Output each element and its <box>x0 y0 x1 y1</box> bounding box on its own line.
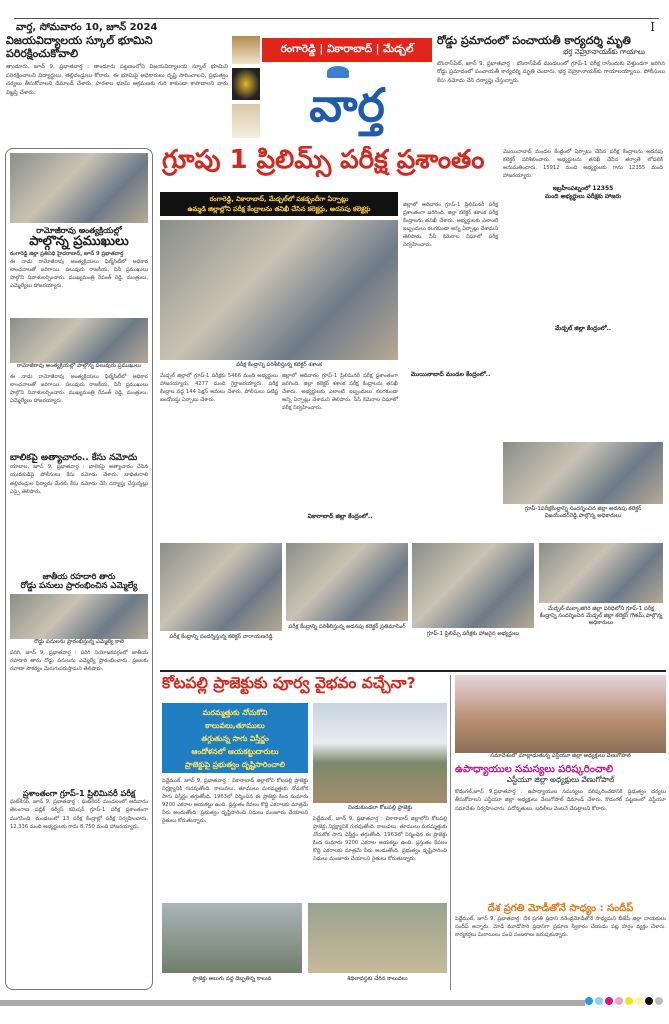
byline: రంగారెడ్డి జిల్లా ప్రతినిధి హైదరాబాద్, జూన్ 9 ప్రభాతవార్త <box>10 251 124 258</box>
photo-caption: సమావేశంలో మాట్లాడుతున్న ఎస్టీయూ జిల్లా అధ్యక్షులు వేణుగోపాల్ <box>490 753 631 759</box>
headline: రోడ్డు ప్రమాదంలో పంచాయతీ కార్యదర్శి మృతి <box>437 35 631 47</box>
article-body-cont: ఈ నాడు రామోజీరావు అంత్యక్రియలు ఫిల్మ్‌సిటీలో అధికార లాంఛనాలతో జరిగాయి. పలువురు రాజకీయ, సినీ ప్రముఖులు పాల్గొని నివాళులర్పించారు. ముఖ్యమంత్రి రేవంత్ రెడ్డి, మంత్రులు, ఎమ్మెల్యేలు హాజరయ్యారు. <box>10 374 148 405</box>
subheadline: భర్త నెహ్రూనాయక్‌కు గాయాలు <box>563 47 645 56</box>
light-cyan-dot <box>595 997 603 1005</box>
headline: విజయవిద్యాలయ స్కూల్ భూమిని పరిరక్షించుకోవాలి <box>6 35 153 60</box>
photo-caption: రామోజీరావు అంత్యక్రియల్లో పాల్గొన్న పలువురు ప్రముఖులు <box>16 363 142 370</box>
funeral-photo <box>10 153 148 223</box>
photo-caption: నిండుకుండలా కోటపల్లి ప్రాజెక్టు <box>347 805 413 811</box>
headline: పాల్గొన్న ప్రముఖులు <box>29 234 129 250</box>
highlight-line: తగ్గుతున్న సాగు విస్తీర్ణం <box>201 734 269 743</box>
article-body-col2: జిల్లాలో ఆదివారం గ్రూప్-1 ప్రిలిమినరీ పరీక్ష ప్రశాంతంగా జరిగింది. జిల్లా కలెక్టర్ శశాంక పరీక్ష కేంద్రాలను తనిఖీ చేశారు. అభ్యర్థులకు ఎలాంటి ఇబ్బందులు కలగకుండా అన్ని ఏర్పాట్లు చేశామని తెలిపారు. సీసీ కెమెరాల నిఘాలో పరీక్ష నిర్వహించారు. <box>282 373 398 412</box>
headline: ఉపాధ్యాయుల సమస్యలు పరిష్కరించాలి <box>455 763 614 775</box>
kicker: జాతీయ రహదారి తారు <box>42 572 116 582</box>
headline: ప్రశాంతంగా గ్రూప్-1 ప్రిలిమినరీ పరీక్ష <box>22 789 136 799</box>
photo-caption: గ్రూప్-1 ప్రిలిమ్స్ పరీక్షకు హాజరైన అభ్యర్థులు <box>426 631 520 637</box>
right-bottom-stories <box>455 675 666 990</box>
article-body: యాలాల, జూన్ 9, ప్రభాతవార్త : బాలికపై అత్యాచారం చేసిన యువకుడిపై పోలీసులు కేసు నమోదు చేశారు. బాధితురాలి తల్లిదండ్రుల ఫిర్యాదు మేరకు కేసు నమోదు చేసి దర్యాప్తు చేస్తున్నట్లు ఎస్సై తెలిపారు. <box>10 464 148 495</box>
black-dot <box>645 997 653 1005</box>
article-body-col3: జిల్లాలో ఆదివారం గ్రూప్-1 ప్రిలిమినరీ పరీక్ష ప్రశాంతంగా జరిగింది. జిల్లా కలెక్టర్ శశాంక పరీక్ష కేంద్రాలను తనిఖీ చేశారు. అభ్యర్థులకు ఎలాంటి ఇబ్బందులు కలగకుండా అన్ని ఏర్పాట్లు చేశామని తెలిపారు. సీసీ కెమెరాల నిఘాలో పరీక్ష నిర్వహించారు. <box>403 202 498 249</box>
candidates-queue-photo <box>412 543 534 628</box>
section-subhead: వికారాబాద్ జిల్లా కేంద్రంలో.. <box>307 513 373 520</box>
article-body: పరిగి, జూన్ 9, ప్రభాతవార్త : పరిగి నియోజకవర్గంలో జాతీయ రహదారి తారు రోడ్డు పనులను ఎమ్మెల్యే ప్రారంభించారు. ప్రజలకు రవాణా సౌకర్యం మెరుగుపరుస్తామని తెలిపారు. <box>10 650 148 673</box>
monument-photo <box>232 104 260 138</box>
gold-idol-photo <box>232 68 260 100</box>
damaged-canal-photo <box>308 903 447 973</box>
meeting-photo <box>455 675 666 753</box>
highlights-box <box>162 703 308 773</box>
photo-caption: మేడ్చల్-మల్కాజిగిరి జిల్లా పరిధిలోని గ్రూప్-1 పరీక్ష కేంద్రాన్ని సందర్శించిన మేడ్చల్ జిల్లా కలెక్టర్ గౌతమ్,పాల్గొన్న అధికారులు <box>539 606 663 626</box>
article-body: బొంరాస్‌పేట్, జూన్ 9, ప్రభాతవార్త : బొంరాస్‌పేట్ మండలంలో గ్రూప్-1 పరీక్ష రాసేందుకు వెళ్తుండగా జరిగిన రోడ్డు ప్రమాదంలో పంచాయతీ కార్యదర్శి మృతి చెందారు. భర్త నెహ్రూనాయక్‌కు గాయాలయ్యాయి. పోలీసులు కేసు నమోదు చేసి దర్యాప్తు చేస్తున్నారు. <box>437 60 665 84</box>
article-body: పెద్దేముల్, జూన్ 9, ప్రభాతవార్త: దేశ ప్రగతి ప్రధాని నరేంద్రమోడీతోనే సాధ్యమని బీజేపీ జిల్లా నాయకులు సందీప్ అన్నారు. మోడీ మూడోసారి ప్రధానిగా ప్రమాణ స్వీకారం చేయడం పట్ల హర్షం వ్యక్తం చేశారు. కార్యకర్తలు మిఠాయిలు పంచి సంబరాలు జరుపుకున్నారు. <box>455 915 666 938</box>
magenta-dot <box>605 997 613 1005</box>
section-subhead: మొయినాబాద్ మండల కేంద్రంలో.. <box>410 371 491 378</box>
headline: దేశ ప్రగతి మోడీతోనే సాధ్యం : సందీప్ <box>487 903 634 915</box>
section-subhead: మంది అభ్యర్థులు పరీక్షకు హాజరు <box>544 193 622 200</box>
section-divider <box>160 670 666 672</box>
kotapalli-story <box>158 675 451 990</box>
crowd-photo <box>10 318 148 363</box>
top-right-story <box>437 35 665 138</box>
masthead <box>232 36 432 138</box>
edition-date: వార్త, సోమవారం 10, జూన్ 2024 <box>16 22 158 33</box>
article-body: తాండూరు, జూన్ 9, ప్రభాతవార్త : తాండూరు పట్టణంలోని విజయవిద్యాలయ స్కూల్ భూమిని పరిరక్షించాలని విద్యార్థులు, తల్లిదండ్రులు కోరారు. ఈ భూమిపై అధికారులు దృష్టి సారించాలని, ప్రభుత్వం చర్యలు తీసుకోవాలని డిమాండ్ చేశారు. పాఠశాల భూమి ఆక్రమణకు గురి కాకుండా కాపాడాలని వారు విజ్ఞప్తి చేశారు. <box>6 64 228 96</box>
photo-caption: పరీక్ష కేంద్రాన్ని పరిశీలిస్తున్న అదనపు కలెక్టర్ ప్రతిమాసింగ్ <box>288 624 406 630</box>
exam-hall-photo <box>160 543 282 631</box>
article-body: పెద్దేముల్, జూన్ 9, ప్రభాతవార్త : వికారాబాద్ జిల్లాలోని కోటపల్లి ప్రాజెక్టు నిర్లక్ష్యానికి గురవుతోంది. కాలువలు, తూములు మరమ్మత్తుకు నోచుకోక సాగు విస్తీర్ణం తగ్గుతోంది. 1963లో నిర్మించిన ఈ ప్రాజెక్టు కింద సుమారు 9200 ఎకరాల ఆయకట్టు ఉంది. ప్రస్తుతం కేవలం కొద్ది ఎకరాలకు మాత్రమే నీరు అందుతోంది. ప్రభుత్వం దృష్టిసారించి నిధులు మంజూరు చేయాలని రైతులు కోరుతున్నారు. <box>162 778 308 825</box>
temple-photo <box>232 36 260 64</box>
medchal-collector-photo <box>539 543 663 603</box>
highlight-line: ఆందోళనలో ఆయకట్టుదారులు <box>191 747 279 756</box>
article-body: కొడంగల్,జూన్ 9,ప్రభాతవార్త : ఉపాధ్యాయుల సమస్యలు పరిష్కరించడానికి ప్రభుత్వం చర్యలు తీసుకోవాలని ఎస్టీయూ జిల్లా అధ్యక్షులు వేణుగోపాల్ డిమాండ్ చేశారు. కొడంగల్ పట్టణంలో ఎస్టీయూ సమావేశం నిర్వహించారు. పదోన్నతులు, బదిలీలు వెంటనే చేపట్టాలని కోరారు. <box>455 789 666 812</box>
newspaper-logo: వార్త <box>309 78 385 132</box>
highlight-line: కాలువలు,తూములు <box>205 721 265 730</box>
article-body-col4: మొయినాబాద్ మండల కేంద్రంలో ఏర్పాటు చేసిన పరీక్ష కేంద్రాలను అదనపు కలెక్టర్ పరిశీలించారు. అభ్యర్థులను తనిఖీ చేసిన తర్వాతే లోపలికి అనుమతించారు. 15912 మంది అభ్యర్థులకు గాను 12355 మంది హాజరయ్యారు. <box>503 149 663 180</box>
main-story <box>158 146 666 666</box>
article-body-col1: మేడ్చల్ జిల్లాలో గ్రూప్-1 పరీక్షకు 5466 మంది అభ్యర్థులు హాజరయ్యారు. 4277 మంది గైర్హాజరయ్యారు. పరీక్ష కేంద్రాల వద్ద 144 సెక్షన్ అమలు చేశారు. పోలీసులు పటిష్ట బందోబస్తు ఏర్పాటు చేశారు. <box>160 373 278 404</box>
page-number: I <box>650 20 655 34</box>
header-rule <box>14 18 659 19</box>
section-subhead: ఇబ్రహీంపట్నంలో 12355 <box>552 185 614 192</box>
main-headline: గ్రూపు 1 ప్రిలిమ్స్ పరీక్ష ప్రశాంతం <box>162 146 485 175</box>
highlight-line: మరమ్మత్తుకు నోచుకోని <box>202 708 268 717</box>
photo-caption: శిథిలావస్థకు చేరిన కాలువలు <box>347 976 408 982</box>
photo-caption: రోడ్డు పనులను ప్రారంభిస్తున్న ఎమ్మెల్యే కాలె <box>34 639 124 646</box>
subhead-line: ఉమ్మడి జిల్లాల్లోని పరీక్ష కేంద్రాలను తనిఖీ చేసిన కలెక్టర్లు, అదనపు కలెక్టర్లు <box>187 205 371 213</box>
highlight-line: ప్రాజెక్టుపై ప్రభుత్వం దృష్టిసారించాలి <box>185 760 285 769</box>
top-left-story <box>6 35 228 138</box>
article-body-cont: పెద్దేముల్, జూన్ 9, ప్రభాతవార్త : వికారాబాద్ జిల్లాలోని కోటపల్లి ప్రాజెక్టు నిర్లక్ష్యానికి గురవుతోంది. కాలువలు, తూములు మరమ్మత్తుకు నోచుకోక సాగు విస్తీర్ణం తగ్గుతోంది. 1963లో నిర్మించిన ఈ ప్రాజెక్టు కింద సుమారు 9200 ఎకరాల ఆయకట్టు ఉంది. ప్రస్తుతం కేవలం కొద్ది ఎకరాలకు మాత్రమే నీరు అందుతోంది. ప్రభుత్వం దృష్టిసారించి నిధులు మంజూరు చేయాలని రైతులు కోరుతున్నారు. <box>313 816 447 863</box>
yellow-dot <box>625 997 633 1005</box>
photo-caption: ప్రాజెక్టు అలుగు వద్ద దెబ్బతిన్న కాలువ <box>192 976 272 982</box>
headline: కోటపల్లి ప్రాజెక్టుకు పూర్వ వైభవం వచ్చేనా? <box>162 675 416 692</box>
photo-caption: పరీక్ష కేంద్రాన్ని సందర్శిస్తున్న కలెక్టర్ నారాయణరెడ్డి <box>169 634 273 640</box>
subhead-line: రంగారెడ్డి, వికారాబాద్, మేడ్చల్‌లో పకడ్బందీగా ఏర్పాట్లు <box>209 195 349 203</box>
project-photo <box>313 703 447 803</box>
district-banner: రంగారెడ్డి | వికారాబాద్ | మేడ్చల్ <box>262 38 432 62</box>
article-body: ఘట్‌కేసర్, జూన్ 9, ప్రభాతవార్త : ఘట్‌కేసర్ మండలంలో ఆదివారం తెలంగాణ పబ్లిక్ సర్వీస్ కమిషన్ గ్రూప్-1 పరీక్ష ప్రశాంతంగా ముగిసింది. మండలంలో 13 పరీక్ష కేంద్రాల్లో పరీక్ష నిర్వహించారు. 12,336 మంది అభ్యర్థులకు గాను 8,750 మంది హాజరయ్యారు. <box>10 799 148 830</box>
color-registration-marks <box>585 997 663 1005</box>
canal-photo <box>162 903 302 973</box>
light-yellow-dot <box>635 997 643 1005</box>
headline: రోడ్డు పనులు ప్రారంభించిన ఎమ్మెల్యే <box>20 580 138 591</box>
subhead-box <box>160 192 398 216</box>
photo-caption: గ్రూప్-1పరీక్షకేంద్రాన్ని సందర్శించిన జిల్లా అదనపు కలెక్టర్ విజయేందర్‌రెడ్డి,పాల్గొన్న అధికారులు <box>524 506 642 519</box>
subheadline: ఎస్టీయూ జిల్లా అధ్యక్షులు వేణుగోపాల్ <box>506 775 615 785</box>
headline: బాలికపై అత్యాచారం.. కేసు నమోదు <box>10 453 138 464</box>
collector-inspection-photo <box>160 220 398 360</box>
light-magenta-dot <box>615 997 623 1005</box>
gray-dot <box>655 997 663 1005</box>
cyan-dot <box>585 997 593 1005</box>
road-works-photo <box>10 594 148 639</box>
article-body: ఈ నాడు రామోజీరావు అంత్యక్రియలు ఫిల్మ్‌సిటీలో అధికార లాంఛనాలతో జరిగాయి. పలువురు రాజకీయ, సినీ ప్రముఖులు పాల్గొని నివాళులర్పించారు. ముఖ్యమంత్రి రేవంత్ రెడ్డి, మంత్రులు, ఎమ్మెల్యేలు హాజరయ్యారు. <box>10 259 148 290</box>
footer-bar <box>0 1000 585 1006</box>
left-column <box>5 148 153 990</box>
inspection-photo <box>286 543 408 621</box>
kicker: రామోజీరావు అంత్యక్రియల్లో <box>36 226 122 235</box>
additional-collector-photo <box>503 442 663 504</box>
section-subhead: మేడ్చల్ జిల్లా కేంద్రంలో.. <box>554 325 612 332</box>
photo-caption: పరీక్ష కేంద్రాన్ని పరిశీలిస్తున్న కలెక్టర్ శశాంక <box>236 362 322 368</box>
